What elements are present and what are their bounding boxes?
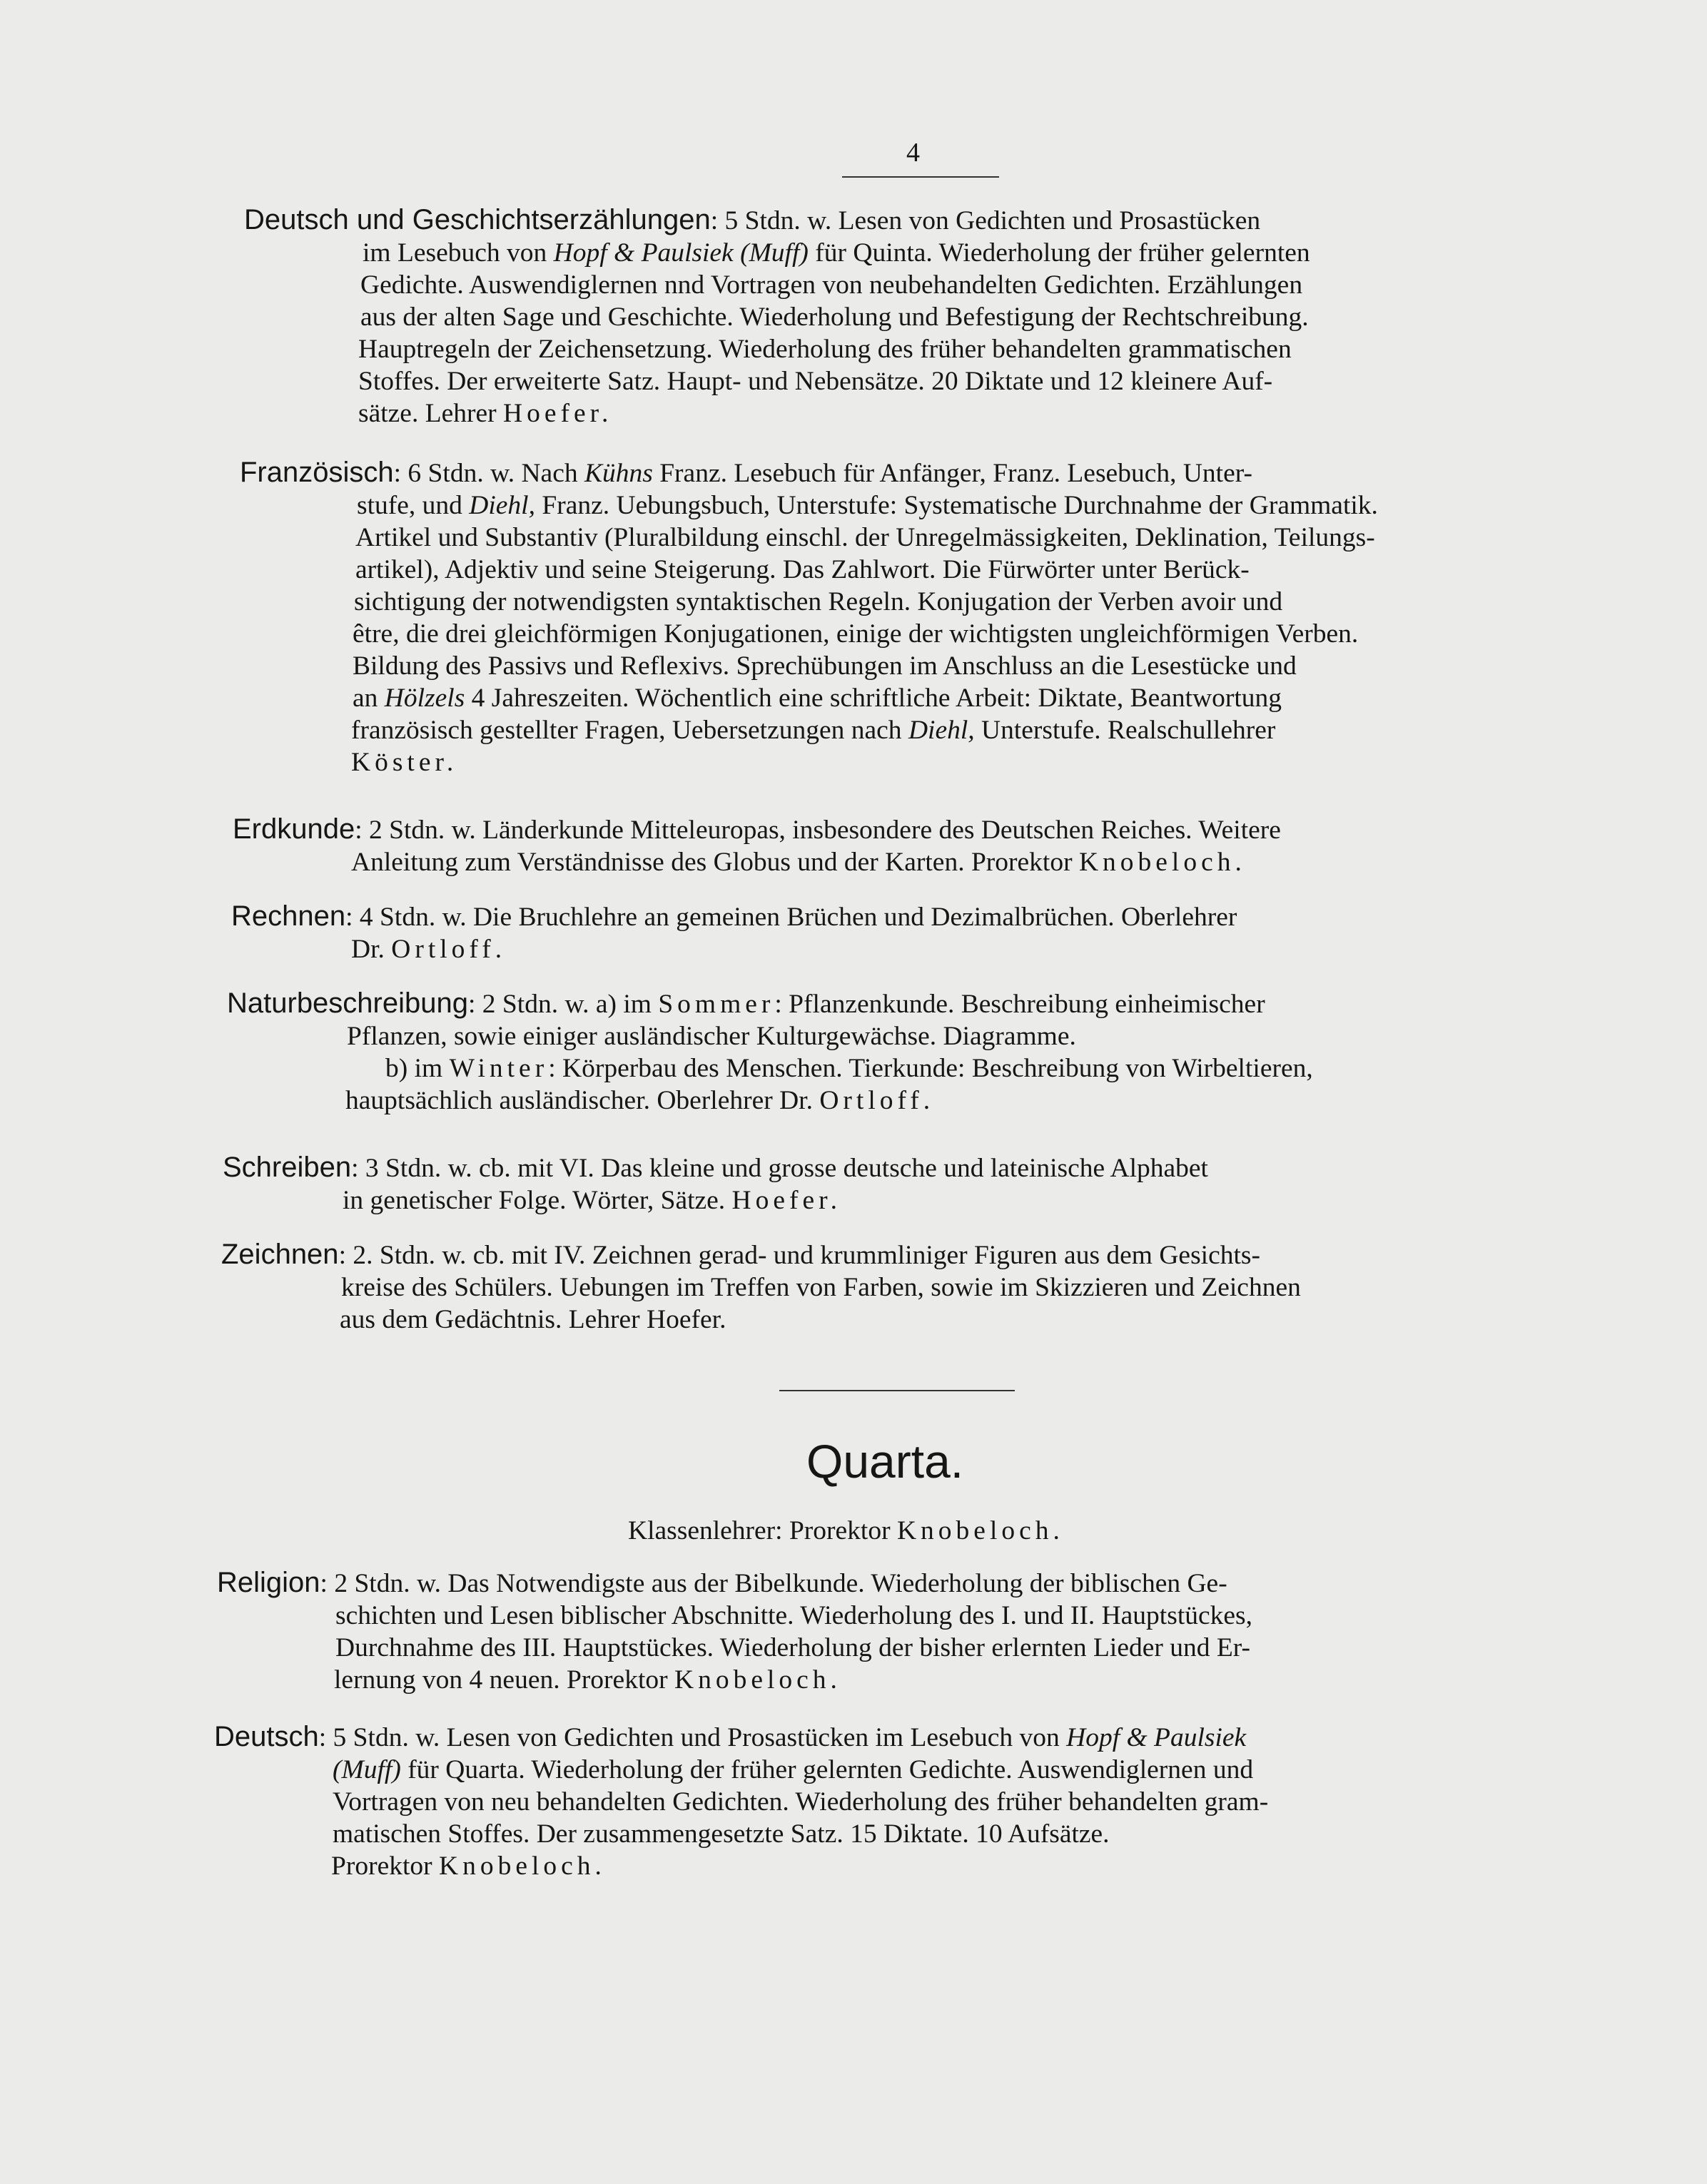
text-line: : 5 Stdn. w. Lesen von Gedichten und Prosastücken im Lesebuch von — [318, 1723, 1067, 1752]
text-line: im Lesebuch von — [363, 238, 554, 268]
text-line: : 2 Stdn. w. Das Notwendigste aus der Bibelkunde. Wiederholung der biblischen Ge- — [320, 1569, 1227, 1598]
season-label: Sommer — [658, 990, 775, 1019]
text-line: : Körperbau des Menschen. Tierkunde: Beschreibung von Wirbeltieren, — [548, 1054, 1313, 1083]
text-line: : 4 Stdn. w. Die Bruchlehre an gemeinen Brüchen und Dezimalbrüchen. Oberlehrer — [345, 903, 1237, 932]
teacher-name: Köster. — [351, 748, 458, 777]
text-line: Franz. Lesebuch für Anfänger, Franz. Lesebuch, Unter- — [652, 459, 1252, 488]
text-line: : 2 Stdn. w. a) im — [468, 990, 659, 1019]
text-line: für Quarta. Wiederholung der früher gelernten Gedichte. Auswendiglernen und — [400, 1755, 1254, 1784]
quarta-religion-section — [0, 1567, 1707, 1696]
text-line: Hauptregeln der Zeichensetzung. Wiederholung des früher behandelten grammatischen — [358, 335, 1292, 364]
teacher-name: Knobeloch. — [896, 1516, 1064, 1545]
subject-heading: Deutsch und Geschichtserzählungen — [244, 204, 711, 235]
season-label: Winter — [449, 1054, 549, 1083]
subject-heading: Naturbeschreibung — [227, 987, 468, 1019]
teacher-name: Hoefer. — [503, 399, 613, 428]
text-line: für Quinta. Wiederholung der früher gelernten — [808, 238, 1310, 268]
quinta-erdkunde-section — [0, 813, 1707, 878]
text-line: schichten und Lesen biblischer Abschnitte. Wiederholung des I. und II. Hauptstückes, — [335, 1601, 1252, 1630]
section-title: Quarta. — [806, 1435, 964, 1488]
teacher-name: Hoefer. — [731, 1186, 841, 1215]
text-line: matischen Stoffes. Der zusammengesetzte Satz. 15 Diktate. 10 Aufsätze. — [333, 1819, 1110, 1849]
page-number: 4 — [906, 138, 920, 168]
teacher-name: Ortloff. — [819, 1086, 935, 1115]
text-line: Unterstufe. Realschullehrer — [974, 716, 1276, 745]
text-line: b) im — [385, 1054, 450, 1083]
subject-heading: Erdkunde — [233, 813, 355, 845]
text-line: Franz. Uebungsbuch, Unterstufe: Systematische Durchnahme der Grammatik. — [535, 491, 1378, 520]
quarta-deutsch-section — [0, 1721, 1707, 1882]
text-line: stufe, und — [357, 491, 470, 520]
class-teacher-label: Klassenlehrer: Prorektor — [628, 1516, 897, 1545]
book-author: Diehl, — [908, 716, 975, 745]
text-line: Durchnahme des III. Hauptstückes. Wiederholung der bisher erlernten Lieder und Er- — [335, 1633, 1250, 1662]
text-line: Stoffes. Der erweiterte Satz. Haupt- und Nebensätze. 20 Diktate und 12 kleinere Auf- — [358, 367, 1273, 396]
book-title: Hopf & Paulsiek — [1066, 1723, 1247, 1752]
teacher-name: Knobeloch. — [674, 1665, 841, 1695]
subject-heading: Schreiben — [223, 1152, 352, 1183]
text-line: : 2 Stdn. w. Länderkunde Mitteleuropas, insbesondere des Deutschen Reiches. Weitere — [355, 816, 1281, 845]
text-line: être, die drei gleichförmigen Konjugationen, einige der wichtigsten ungleichförmigen Verben. — [353, 619, 1359, 649]
book-author: Kühns — [584, 459, 653, 488]
teacher-name: Ortloff. — [391, 935, 507, 964]
quinta-rechnen-section — [0, 900, 1707, 965]
quinta-naturbeschreibung-section — [0, 987, 1707, 1117]
text-line: lernung von 4 neuen. Prorektor — [334, 1665, 674, 1695]
text-line: französisch gestellter Fragen, Uebersetzungen nach — [351, 716, 908, 745]
quinta-schreiben-section — [0, 1152, 1707, 1217]
text-line: artikel), Adjektiv und seine Steigerung. Das Zahlwort. Die Fürwörter unter Berück- — [355, 555, 1250, 584]
book-author: Hölzels — [384, 684, 465, 713]
text-line: : 6 Stdn. w. Nach — [393, 459, 584, 488]
text-line: aus dem Gedächtnis. Lehrer Hoefer. — [340, 1305, 726, 1334]
text-line: : 3 Stdn. w. cb. mit VI. Das kleine und grosse deutsche und lateinische Alphabet — [351, 1154, 1208, 1183]
subject-heading: Rechnen — [231, 900, 346, 932]
text-line: in genetischer Folge. Wörter, Sätze. — [343, 1186, 732, 1215]
book-title: Hopf & Paulsiek (Muff) — [553, 238, 809, 268]
text-line: 4 Jahreszeiten. Wöchentlich eine schriftliche Arbeit: Diktate, Beantwortung — [465, 684, 1282, 713]
subject-heading: Religion — [217, 1567, 320, 1598]
book-author: Diehl, — [469, 491, 535, 520]
text-line: aus der alten Sage und Geschichte. Wiederholung und Befestigung der Rechtschreibung. — [360, 303, 1309, 332]
text-line: Prorektor — [331, 1852, 440, 1881]
text-line: hauptsächlich ausländischer. Oberlehrer Dr. — [345, 1086, 820, 1115]
text-line: Artikel und Substantiv (Pluralbildung einschl. der Unregelmässigkeiten, Deklination, Teilungs- — [355, 523, 1375, 552]
teacher-name: Knobeloch. — [439, 1852, 606, 1881]
subject-heading: Zeichnen — [221, 1239, 339, 1270]
section-divider — [779, 1390, 1015, 1391]
text-line: Pflanzen, sowie einiger ausländischer Kulturgewächse. Diagramme. — [347, 1022, 1076, 1051]
text-line: Gedichte. Auswendiglernen nnd Vortragen von neubehandelten Gedichten. Erzählungen — [360, 270, 1303, 300]
text-line: : 5 Stdn. w. Lesen von Gedichten und Prosastücken — [710, 206, 1261, 235]
quinta-deutsch-section — [0, 204, 1707, 430]
subject-heading: Deutsch — [214, 1721, 319, 1752]
quinta-zeichnen-section — [0, 1239, 1707, 1336]
text-line: : 2. Stdn. w. cb. mit IV. Zeichnen gerad- und krummliniger Figuren aus dem Gesichts- — [338, 1241, 1260, 1270]
text-line: an — [353, 684, 385, 713]
header-rule — [842, 176, 999, 178]
book-title: (Muff) — [333, 1755, 401, 1784]
text-line: Anleitung zum Verständnisse des Globus und der Karten. Prorektor — [351, 848, 1079, 877]
text-line: sichtigung der notwendigsten syntaktischen Regeln. Konjugation der Verben avoir und — [354, 587, 1283, 616]
subject-heading: Französisch — [240, 457, 394, 488]
text-line: kreise des Schülers. Uebungen im Treffen von Farben, sowie im Skizzieren und Zeichnen — [341, 1273, 1301, 1302]
quinta-franzoesisch-section — [0, 457, 1707, 778]
class-teacher-line — [628, 1515, 1064, 1546]
text-line: Bildung des Passivs und Reflexivs. Sprechübungen im Anschluss an die Lesestücke und — [353, 651, 1297, 681]
text-line: : Pflanzenkunde. Beschreibung einheimischer — [774, 990, 1265, 1019]
text-line: Dr. — [351, 935, 392, 964]
text-line: Vortragen von neu behandelten Gedichten. Wiederholung des früher behandelten gram- — [333, 1787, 1269, 1817]
text-line: sätze. Lehrer — [358, 399, 503, 428]
teacher-name: Knobeloch. — [1078, 848, 1246, 877]
